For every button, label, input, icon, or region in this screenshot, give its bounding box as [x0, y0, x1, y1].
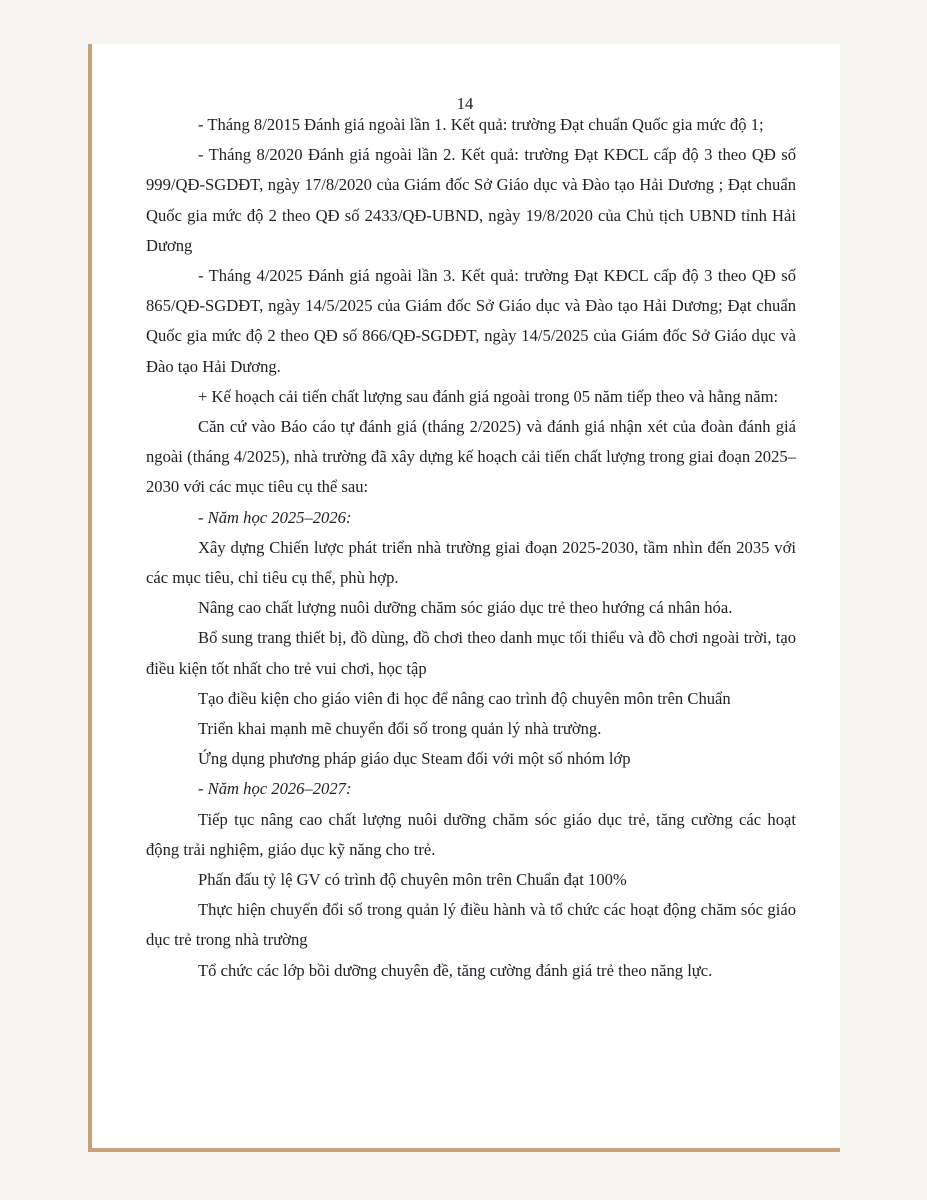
- paragraph-evaluation-2025: - Tháng 4/2025 Đánh giá ngoài lần 3. Kết quả: trường Đạt KĐCL cấp độ 3 theo QĐ số 865/QĐ-SGDĐT, ngày 14/5/2025 của Giám đốc Sở Giáo dục và Đào tạo Hải Dương; Đạt chuẩn Quốc gia mức độ 2 theo QĐ số 866/QĐ-SGDĐT, ngày 14/5/2025 của Giám đốc Sở Giáo dục và Đào tạo Hải Dương.: [146, 266, 796, 376]
- goal-item: Tạo điều kiện cho giáo viên đi học để nâng cao trình độ chuyên môn trên Chuẩn: [198, 688, 731, 708]
- paragraph-improvement-plan-heading: + Kế hoạch cải tiến chất lượng sau đánh giá ngoài trong 05 năm tiếp theo và hằng năm:: [198, 386, 779, 406]
- goal-item: Ứng dụng phương pháp giáo dục Steam đối với một số nhóm lớp: [198, 749, 631, 769]
- paragraph-evaluation-2020: - Tháng 8/2020 Đánh giá ngoài lần 2. Kết quả: trường Đạt KĐCL cấp độ 3 theo QĐ số 999/QĐ-SGDĐT, ngày 17/8/2020 của Giám đốc Sở Giáo dục và Đào tạo Hải Dương ; Đạt chuẩn Quốc gia mức độ 2 theo QĐ số 2433/QĐ-UBND, ngày 19/8/2020 của Chủ tịch UBND tỉnh Hải Dương: [146, 145, 796, 255]
- goal-item: Triển khai mạnh mẽ chuyển đổi số trong quản lý nhà trường.: [198, 719, 602, 739]
- page-number: 14: [456, 94, 474, 113]
- paragraph-evaluation-2015: - Tháng 8/2015 Đánh giá ngoài lần 1. Kết quả: trường Đạt chuẩn Quốc gia mức độ 1;: [198, 115, 764, 134]
- goal-item: Nâng cao chất lượng nuôi dưỡng chăm sóc giáo dục trẻ theo hướng cá nhân hóa.: [198, 598, 733, 618]
- goal-item: Xây dựng Chiến lược phát triển nhà trường giai đoạn 2025-2030, tầm nhìn đến 2035 với các mục tiêu, chỉ tiêu cụ thể, phù hợp.: [146, 537, 796, 588]
- heading-year-2025-2026: - Năm học 2025–2026:: [198, 507, 352, 527]
- page-left-edge: [88, 44, 92, 1152]
- paragraph-plan-basis: Căn cứ vào Báo cáo tự đánh giá (tháng 2/2025) và đánh giá nhận xét của đoàn đánh giá ngoài (tháng 4/2025), nhà trường đã xây dựng kế hoạch cải tiến chất lượng trong giai đoạn 2025–2030 với các mục tiêu cụ thể sau:: [146, 417, 796, 497]
- page-bottom-edge: [88, 1148, 840, 1152]
- document-body: [146, 94, 796, 986]
- goal-item: Thực hiện chuyển đổi số trong quản lý điều hành và tổ chức các hoạt động chăm sóc giáo dục trẻ trong nhà trường: [146, 900, 796, 950]
- goal-item: Bổ sung trang thiết bị, đồ dùng, đồ chơi theo danh mục tối thiểu và đồ chơi ngoài trời, tạo điều kiện tốt nhất cho trẻ vui chơi, học tập: [146, 628, 796, 678]
- heading-year-2026-2027: - Năm học 2026–2027:: [198, 779, 352, 799]
- goal-item: Phấn đấu tỷ lệ GV có trình độ chuyên môn trên Chuẩn đạt 100%: [198, 870, 627, 890]
- goal-item: Tiếp tục nâng cao chất lượng nuôi dưỡng chăm sóc giáo dục trẻ, tăng cường các hoạt động trải nghiệm, giáo dục kỹ năng cho trẻ.: [146, 809, 796, 859]
- goal-item: Tổ chức các lớp bồi dưỡng chuyên đề, tăng cường đánh giá trẻ theo năng lực.: [198, 960, 713, 980]
- document-page: [90, 44, 840, 1152]
